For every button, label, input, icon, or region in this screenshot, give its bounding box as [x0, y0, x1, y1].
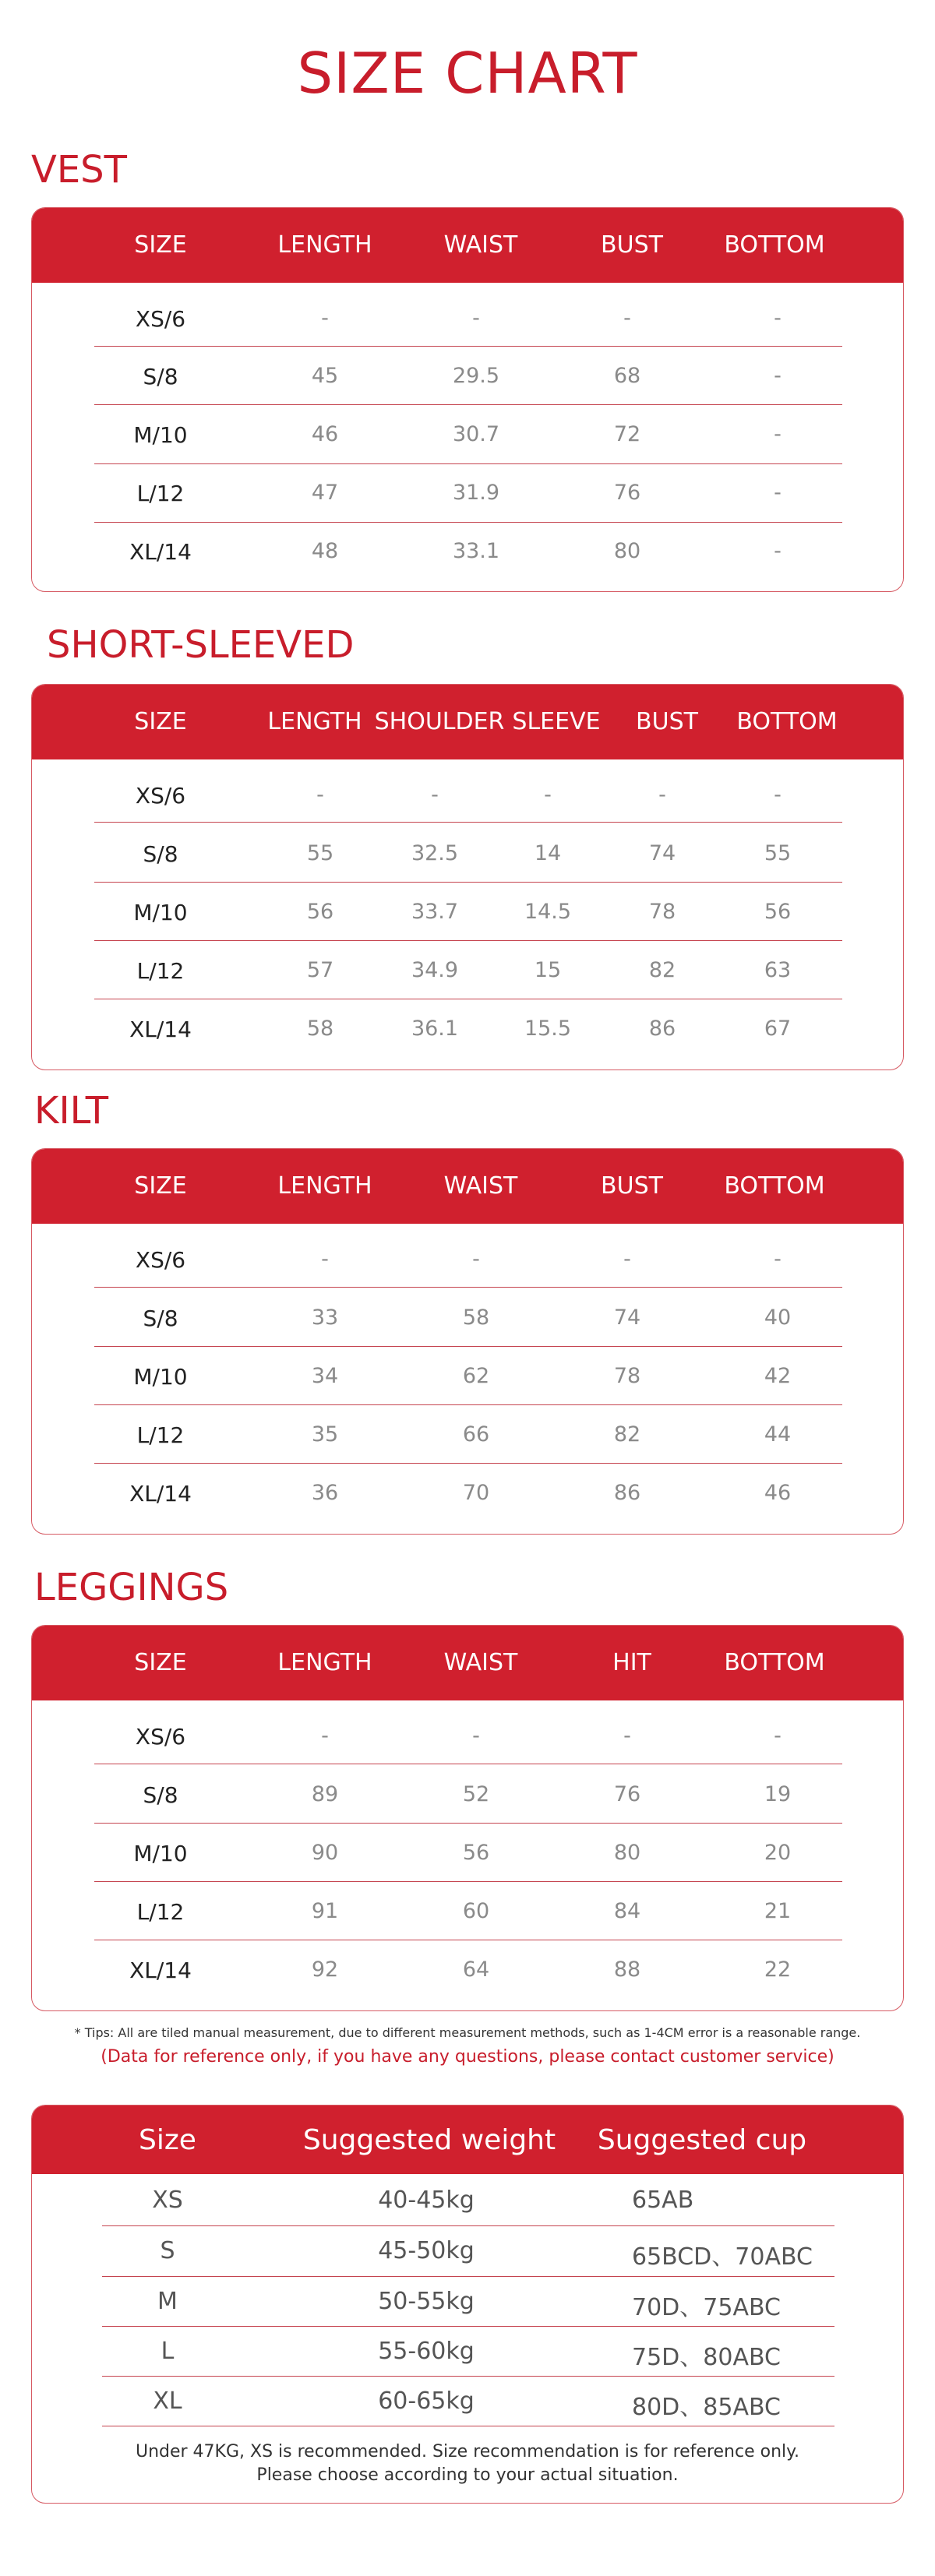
- size-cell: L/12: [136, 958, 185, 984]
- hit-cell: 76: [613, 1782, 641, 1806]
- length-cell: -: [321, 306, 329, 330]
- table-row: [32, 2176, 903, 2225]
- row-divider: [94, 463, 842, 464]
- header-bust: BUST: [601, 1172, 663, 1200]
- hit-cell: 84: [613, 1899, 641, 1923]
- length-cell: -: [321, 1724, 329, 1748]
- short-sleeved-title: SHORT-SLEEVED: [47, 623, 355, 667]
- length-cell: -: [321, 1247, 329, 1271]
- row-divider: [94, 882, 842, 883]
- header-suggested-weight: Suggested weight: [302, 2124, 556, 2156]
- length-cell: 45: [311, 364, 339, 388]
- size-recommendation-table: [31, 2105, 904, 2504]
- row-divider: [94, 1881, 842, 1882]
- table-row: [32, 1884, 903, 1941]
- cup-cell: 65AB: [632, 2187, 694, 2214]
- leggings-title: LEGGINGS: [34, 1566, 229, 1609]
- header-bottom: BOTTOM: [724, 231, 825, 259]
- bottom-cell: 44: [764, 1422, 792, 1447]
- row-divider: [94, 1404, 842, 1405]
- bottom-cell: 19: [764, 1782, 792, 1806]
- bust-cell: -: [623, 306, 631, 330]
- header-bottom: BOTTOM: [724, 1172, 825, 1200]
- length-cell: 56: [306, 900, 334, 924]
- length-cell: -: [316, 783, 324, 807]
- size-cell: M/10: [133, 422, 188, 448]
- table-row: [32, 1348, 903, 1406]
- bottom-cell: 22: [764, 1958, 792, 1982]
- sleeve-cell: 15.5: [524, 1017, 572, 1041]
- size-cell: XL/14: [129, 1481, 192, 1506]
- reference-note: (Data for reference only, if you have any questions, please contact customer service): [101, 2047, 834, 2067]
- size-cell: S/8: [143, 841, 178, 867]
- shoulder-cell: 32.5: [411, 841, 459, 865]
- bust-cell: 72: [613, 422, 641, 446]
- bottom-cell: 20: [764, 1841, 792, 1865]
- hit-cell: -: [623, 1724, 631, 1748]
- cup-cell: 70D、75ABC: [632, 2294, 781, 2321]
- row-divider: [94, 522, 842, 523]
- size-cell: XL/14: [129, 1017, 192, 1042]
- waist-cell: 64: [462, 1958, 490, 1982]
- weight-cell: 45-50kg: [378, 2237, 475, 2264]
- size-cell: S/8: [143, 1782, 178, 1808]
- sleeve-cell: 15: [534, 958, 562, 982]
- size-cell: S/8: [143, 364, 178, 389]
- size-cell: L/12: [136, 1422, 185, 1448]
- length-cell: 46: [311, 422, 339, 446]
- vest-table: [31, 207, 904, 592]
- waist-cell: 33.1: [452, 539, 500, 563]
- table-row: [32, 943, 903, 1000]
- bust-cell: 76: [613, 481, 641, 505]
- table-row: [32, 2226, 903, 2276]
- bottom-cell: -: [774, 422, 782, 446]
- waist-cell: 30.7: [452, 422, 500, 446]
- waist-cell: 58: [462, 1306, 490, 1330]
- row-divider: [94, 940, 842, 941]
- kilt-title: KILT: [34, 1089, 109, 1133]
- bottom-cell: -: [774, 1724, 782, 1748]
- table-row: [32, 2277, 903, 2327]
- size-cell: XL: [153, 2387, 182, 2415]
- sleeve-cell: -: [544, 783, 552, 807]
- header-waist: WAIST: [443, 1172, 518, 1200]
- length-cell: 90: [311, 1841, 339, 1865]
- weight-cell: 50-55kg: [378, 2288, 475, 2315]
- size-cell: XS/6: [135, 306, 186, 332]
- size-cell: XS/6: [135, 783, 186, 809]
- header-shoulder: SHOULDER: [374, 708, 505, 735]
- waist-cell: 62: [462, 1364, 490, 1388]
- table-row: [32, 1708, 903, 1766]
- cup-cell: 80D、85ABC: [632, 2394, 781, 2421]
- size-cell: M/10: [133, 900, 188, 925]
- bust-cell: -: [658, 783, 666, 807]
- bottom-cell: 42: [764, 1364, 792, 1388]
- waist-cell: 70: [462, 1481, 490, 1505]
- waist-cell: 31.9: [452, 481, 500, 505]
- bust-cell: 86: [613, 1481, 641, 1505]
- cup-cell: 75D、80ABC: [632, 2344, 781, 2371]
- size-cell: XL/14: [129, 1958, 192, 1983]
- header-size: SIZE: [134, 231, 187, 259]
- table-row: [32, 2377, 903, 2426]
- bust-cell: 78: [648, 900, 676, 924]
- length-cell: 89: [311, 1782, 339, 1806]
- waist-cell: 52: [462, 1782, 490, 1806]
- cup-cell: 65BCD、70ABC: [632, 2243, 813, 2271]
- row-divider: [94, 1463, 842, 1464]
- shoulder-cell: 34.9: [411, 958, 459, 982]
- table-row: [32, 2327, 903, 2377]
- bottom-cell: -: [774, 1247, 782, 1271]
- header-bust: BUST: [601, 231, 663, 259]
- table-row: [32, 826, 903, 883]
- bust-cell: 68: [613, 364, 641, 388]
- weight-cell: 40-45kg: [378, 2187, 475, 2214]
- size-cell: L/12: [136, 1899, 185, 1925]
- length-cell: 35: [311, 1422, 339, 1447]
- size-cell: M/10: [133, 1841, 188, 1866]
- leggings-table: [31, 1625, 904, 2011]
- header-length: LENGTH: [277, 231, 372, 259]
- length-cell: 34: [311, 1364, 339, 1388]
- short-sleeved-table-header: [32, 685, 903, 759]
- table-row: [32, 884, 903, 942]
- bottom-cell: 21: [764, 1899, 792, 1923]
- header-length: LENGTH: [277, 1172, 372, 1200]
- bottom-cell: 46: [764, 1481, 792, 1505]
- table-row: [32, 407, 903, 464]
- table-row: [32, 523, 903, 581]
- length-cell: 57: [306, 958, 334, 982]
- table-row: [32, 1942, 903, 2000]
- bust-cell: 82: [613, 1422, 641, 1447]
- bottom-cell: 56: [764, 900, 792, 924]
- length-cell: 91: [311, 1899, 339, 1923]
- table-row: [32, 1825, 903, 1883]
- vest-table-header: [32, 208, 903, 283]
- bust-cell: 78: [613, 1364, 641, 1388]
- length-cell: 55: [306, 841, 334, 865]
- header-sleeve: SLEEVE: [512, 708, 601, 735]
- header-waist: WAIST: [443, 1649, 518, 1676]
- weight-cell: 60-65kg: [378, 2387, 475, 2415]
- bottom-cell: 67: [764, 1017, 792, 1041]
- row-divider: [94, 1287, 842, 1288]
- length-cell: 33: [311, 1306, 339, 1330]
- row-divider: [94, 1823, 842, 1824]
- kilt-table-header: [32, 1149, 903, 1224]
- shoulder-cell: 33.7: [411, 900, 459, 924]
- row-divider: [94, 1346, 842, 1347]
- size-cell: S/8: [143, 1306, 178, 1331]
- shoulder-cell: 36.1: [411, 1017, 459, 1041]
- bottom-cell: -: [774, 364, 782, 388]
- bust-cell: 82: [648, 958, 676, 982]
- kilt-table: [31, 1148, 904, 1535]
- tips-text: * Tips: All are tiled manual measurement, due to different measurement methods, such as 1-4CM error is a reasonable range.: [74, 2025, 861, 2040]
- bust-cell: 80: [613, 539, 641, 563]
- bust-cell: 74: [648, 841, 676, 865]
- row-divider: [94, 404, 842, 405]
- bottom-cell: -: [774, 783, 782, 807]
- header-hit: HIT: [612, 1649, 651, 1676]
- row-divider: [94, 822, 842, 823]
- header-size: SIZE: [134, 1172, 187, 1200]
- size-cell: S: [160, 2237, 175, 2264]
- bust-cell: -: [623, 1247, 631, 1271]
- leggings-table-header: [32, 1626, 903, 1700]
- recommendation-header: [32, 2106, 903, 2174]
- waist-cell: -: [472, 1724, 480, 1748]
- table-row: [32, 1001, 903, 1059]
- table-row: [32, 1290, 903, 1348]
- waist-cell: 29.5: [452, 364, 500, 388]
- sleeve-cell: 14: [534, 841, 562, 865]
- waist-cell: 60: [462, 1899, 490, 1923]
- bottom-cell: 55: [764, 841, 792, 865]
- size-cell: XS: [152, 2187, 183, 2214]
- size-cell: M: [157, 2288, 178, 2315]
- bottom-cell: -: [774, 481, 782, 505]
- header-length: LENGTH: [267, 708, 362, 735]
- size-cell: XS/6: [135, 1247, 186, 1273]
- size-cell: XL/14: [129, 539, 192, 565]
- table-row: [32, 1767, 903, 1824]
- sleeve-cell: 14.5: [524, 900, 572, 924]
- table-row: [32, 291, 903, 348]
- recommendation-note-line2: Please choose according to your actual situation.: [256, 2465, 679, 2485]
- length-cell: 48: [311, 539, 339, 563]
- length-cell: 92: [311, 1958, 339, 1982]
- length-cell: 47: [311, 481, 339, 505]
- size-cell: L: [161, 2338, 175, 2365]
- bottom-cell: 40: [764, 1306, 792, 1330]
- waist-cell: 66: [462, 1422, 490, 1447]
- header-suggested-cup: Suggested cup: [597, 2124, 807, 2156]
- waist-cell: 56: [462, 1841, 490, 1865]
- table-row: [32, 348, 903, 406]
- header-size: SIZE: [134, 1649, 187, 1676]
- hit-cell: 88: [613, 1958, 641, 1982]
- hit-cell: 80: [613, 1841, 641, 1865]
- table-row: [32, 1465, 903, 1523]
- bottom-cell: 63: [764, 958, 792, 982]
- bust-cell: 86: [648, 1017, 676, 1041]
- bottom-cell: -: [774, 306, 782, 330]
- header-waist: WAIST: [443, 231, 518, 259]
- short-sleeved-table: [31, 684, 904, 1070]
- row-divider: [94, 346, 842, 347]
- page-title: SIZE CHART: [297, 41, 638, 106]
- waist-cell: -: [472, 306, 480, 330]
- table-row: [32, 767, 903, 825]
- size-cell: M/10: [133, 1364, 188, 1390]
- bottom-cell: -: [774, 539, 782, 563]
- shoulder-cell: -: [431, 783, 439, 807]
- bust-cell: 74: [613, 1306, 641, 1330]
- header-length: LENGTH: [277, 1649, 372, 1676]
- header-size: Size: [139, 2124, 196, 2156]
- size-cell: L/12: [136, 481, 185, 506]
- length-cell: 58: [306, 1017, 334, 1041]
- header-size: SIZE: [134, 708, 187, 735]
- table-row: [32, 1232, 903, 1289]
- header-bottom: BOTTOM: [736, 708, 838, 735]
- vest-title: VEST: [31, 148, 127, 192]
- weight-cell: 55-60kg: [378, 2338, 475, 2365]
- length-cell: 36: [311, 1481, 339, 1505]
- header-bottom: BOTTOM: [724, 1649, 825, 1676]
- recommendation-note-line1: Under 47KG, XS is recommended. Size recommendation is for reference only.: [135, 2442, 800, 2461]
- header-bust: BUST: [636, 708, 698, 735]
- size-cell: XS/6: [135, 1724, 186, 1750]
- table-row: [32, 1407, 903, 1464]
- table-row: [32, 465, 903, 523]
- waist-cell: -: [472, 1247, 480, 1271]
